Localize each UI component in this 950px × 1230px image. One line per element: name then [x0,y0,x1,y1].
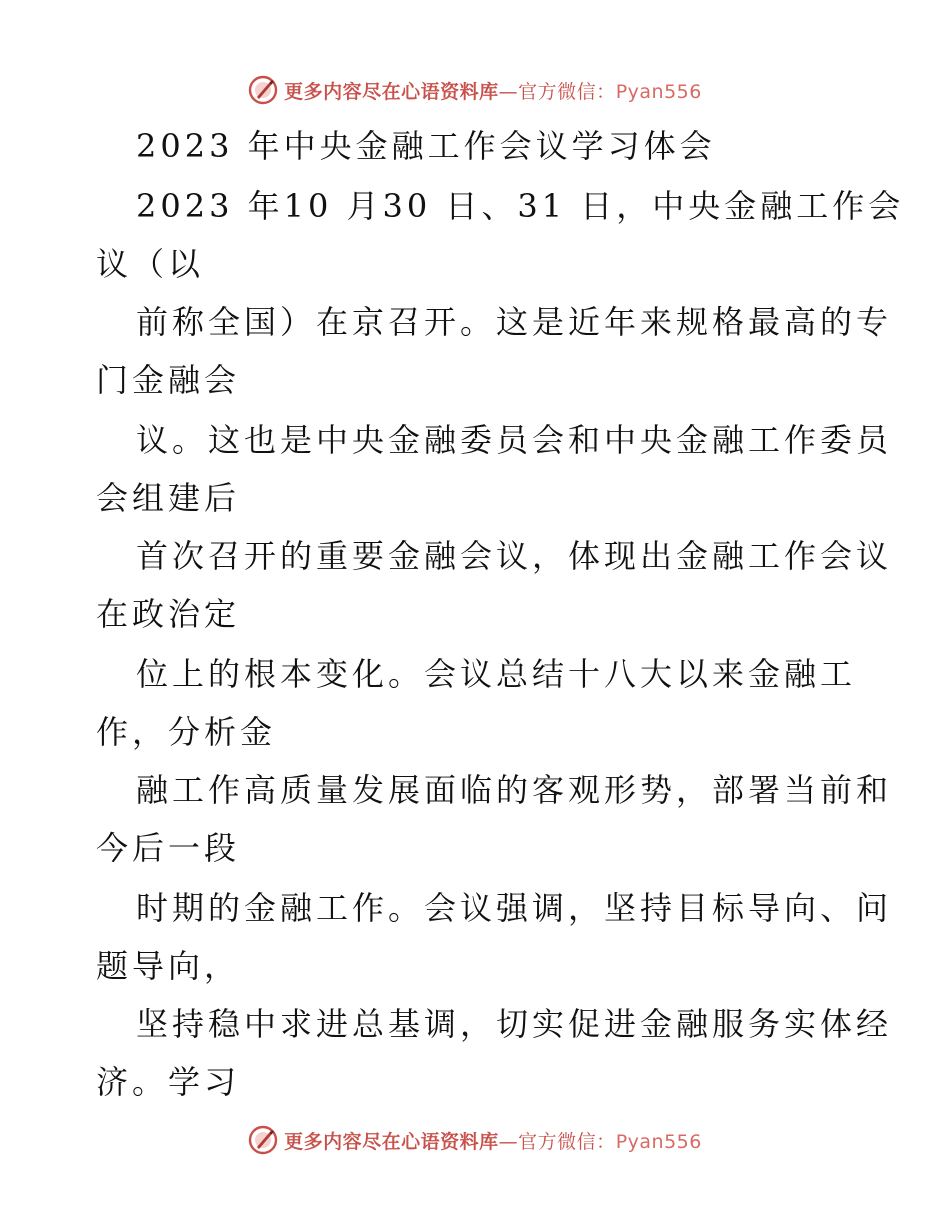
pen-logo-icon [248,1125,278,1155]
text-line: 位上的根本变化。会议总结十八大以来金融工 [136,655,857,693]
watermark-dash: — [498,80,519,103]
text-line: 议（以 [96,245,205,283]
text-line: 今后一段 [96,829,241,867]
watermark-wechat-id: Pyan556 [615,80,702,103]
watermark-label: 官方微信： [518,1130,616,1153]
document-title: 2023 年中央金融工作会议学习体会 [136,127,716,165]
text-line: 融工作高质量发展面临的客观形势，部署当前和 [136,771,893,809]
watermark-main-text: 更多内容尽在心语资料库 [284,80,499,103]
text-line: 题导向， [96,947,241,985]
text-line: 济。学习 [96,1063,241,1101]
watermark-main-text: 更多内容尽在心语资料库 [284,1130,499,1153]
text-line: 时期的金融工作。会议强调，坚持目标导向、问 [136,889,893,927]
footer-watermark [0,1120,950,1160]
text-line: 作，分析金 [96,713,277,751]
watermark-label: 官方微信： [518,80,616,103]
text-line: 在政治定 [96,595,241,633]
header-watermark [0,70,950,110]
watermark-wechat-id: Pyan556 [615,1130,702,1153]
text-line: 坚持稳中求进总基调，切实促进金融服务实体经 [136,1005,893,1043]
text-line: 首次召开的重要金融会议，体现出金融工作会议 [136,537,893,575]
watermark-dash: — [498,1130,519,1153]
pen-logo-icon [248,75,278,105]
text-line: 门金融会 [96,361,241,399]
text-line: 2023 年10 月30 日、31 日，中央金融工作会 [136,187,905,225]
text-line: 议。这也是中央金融委员会和中央金融工作委员 [136,421,893,459]
text-line: 会组建后 [96,479,241,517]
text-line: 前称全国）在京召开。这是近年来规格最高的专 [136,303,893,341]
